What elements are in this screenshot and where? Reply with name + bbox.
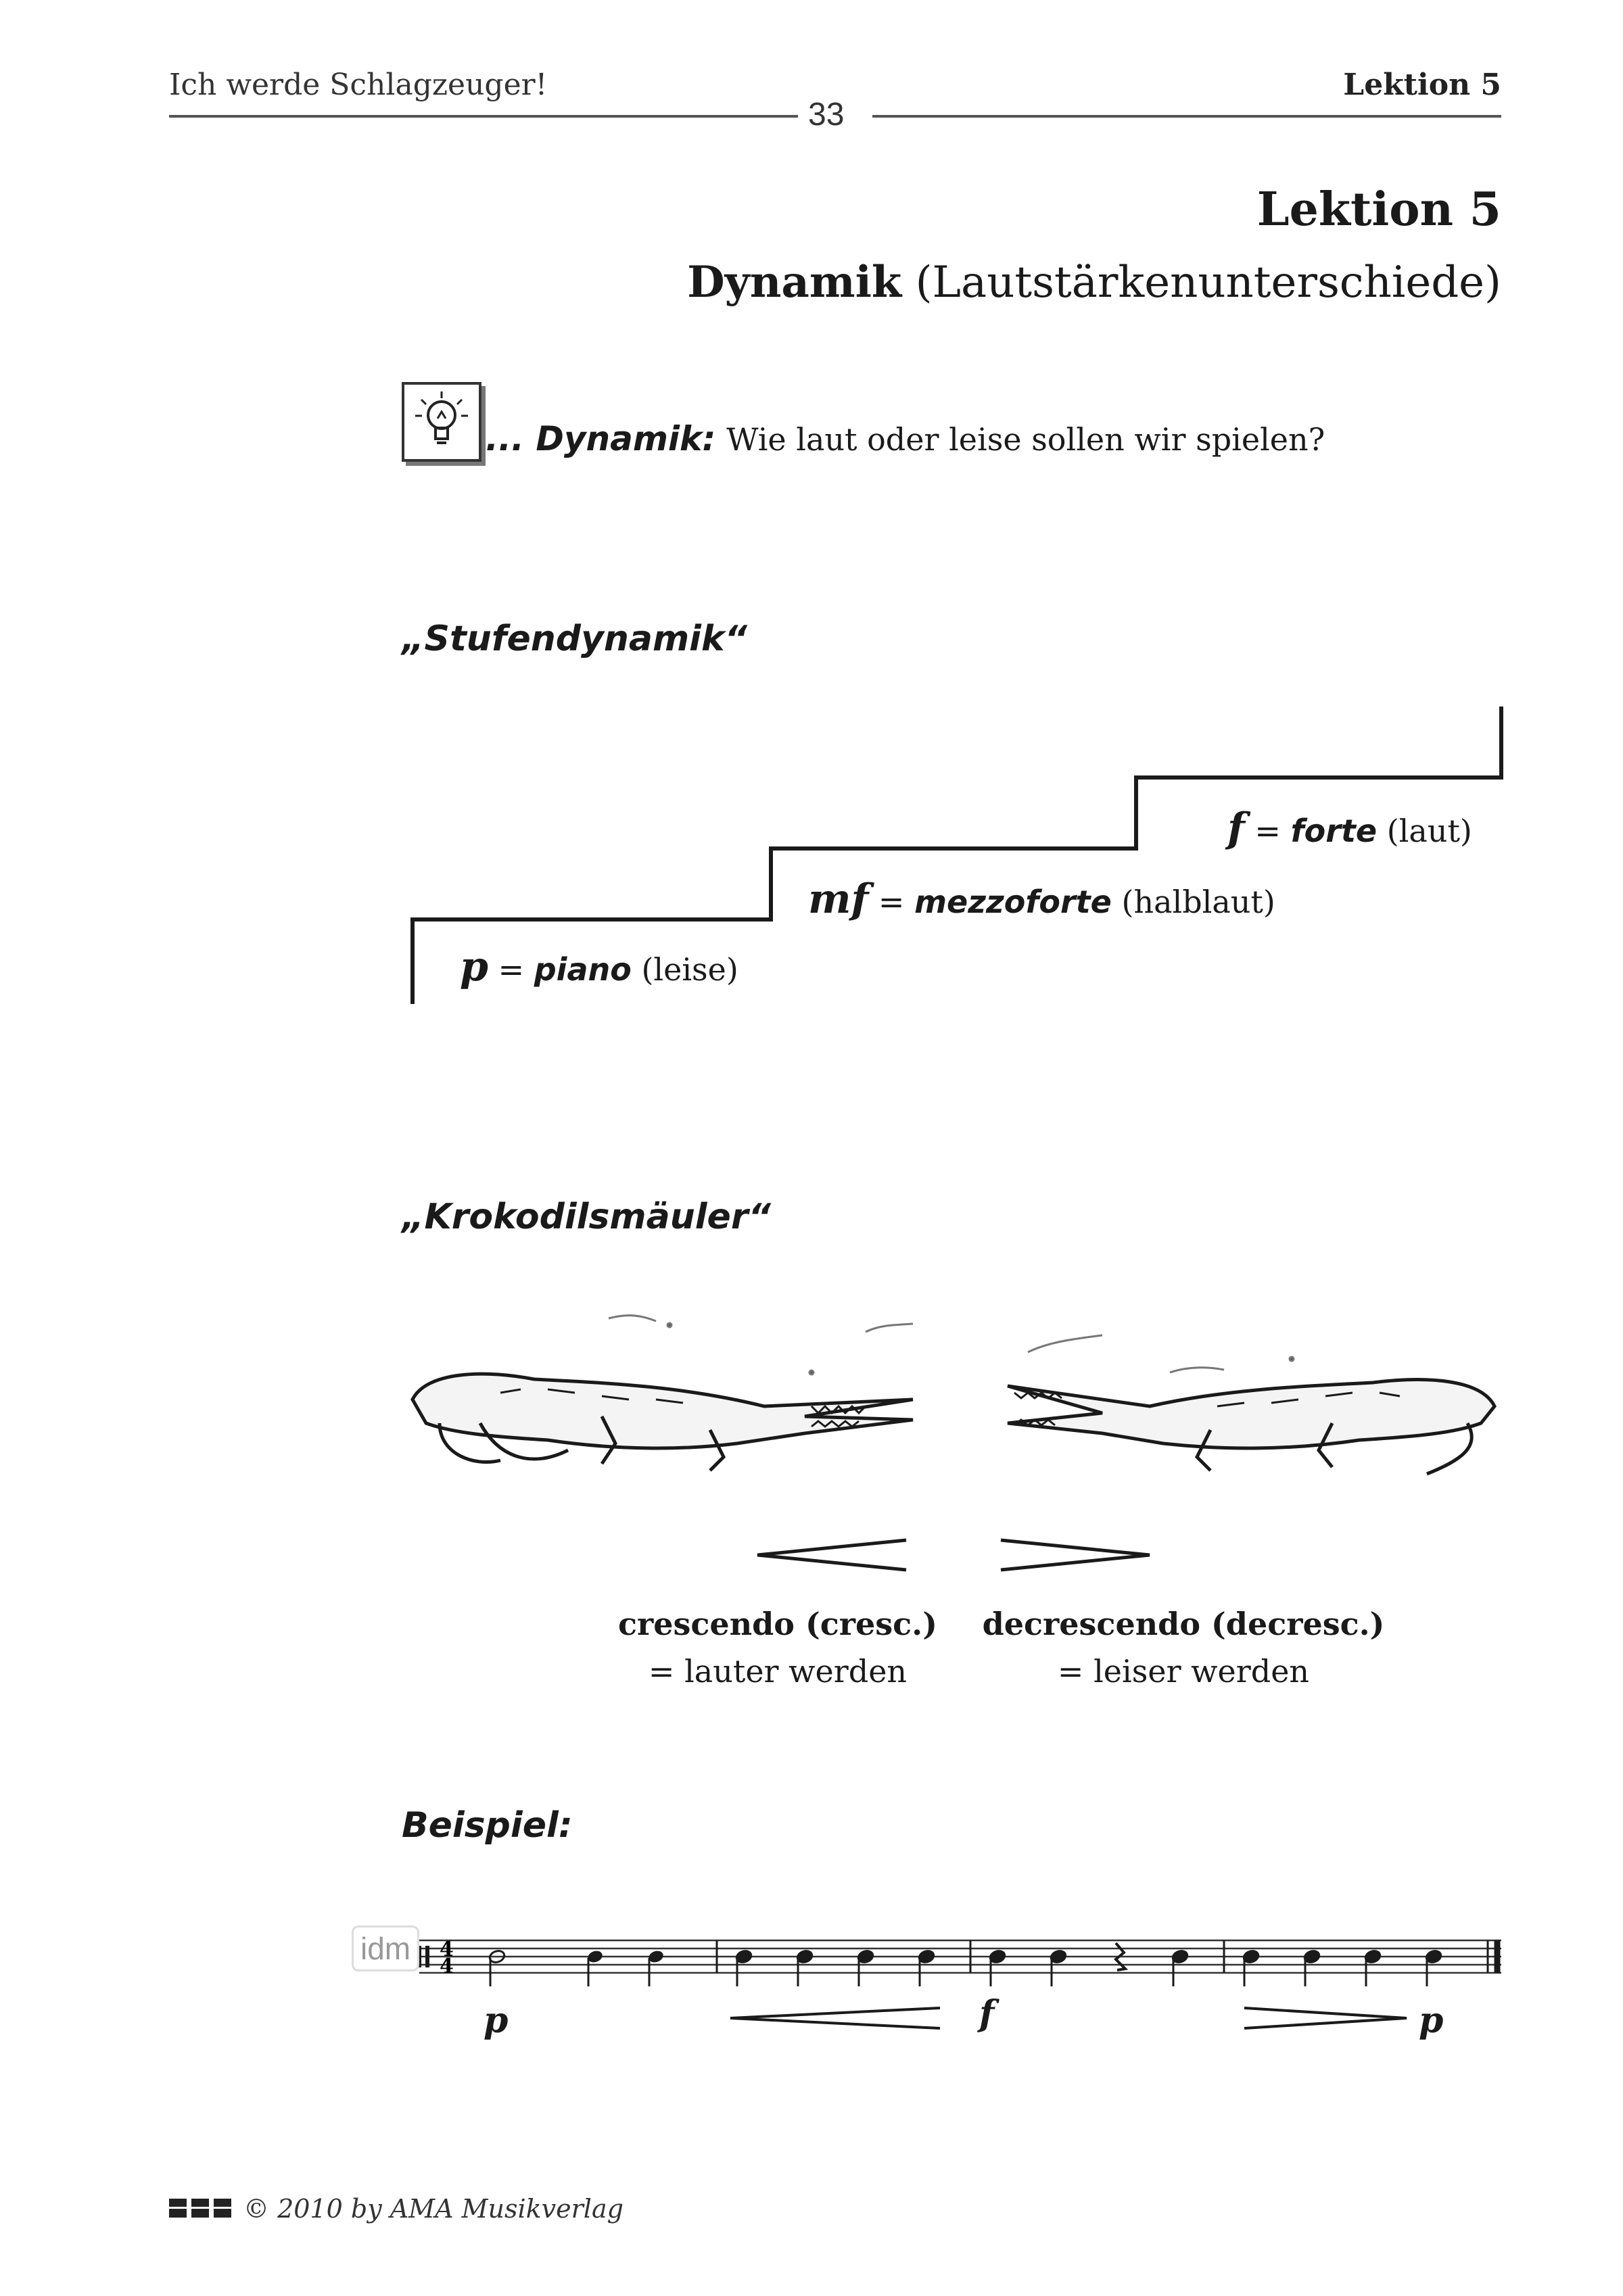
lightbulb-icon [402, 382, 481, 462]
header-rule-right [872, 115, 1501, 118]
crocodile-right-icon [1008, 1380, 1495, 1474]
equals-sign: = [868, 884, 915, 920]
copyright: © 2010 by AMA Musikverlag [243, 2194, 624, 2224]
header-lesson-ref: Lektion 5 [1343, 68, 1501, 102]
motion-lines-icon [609, 1316, 1294, 1374]
desc-forte: (laut) [1386, 813, 1472, 849]
decrescendo-meaning: = leiser werden [1057, 1653, 1310, 1690]
decrescendo-hairpin-icon [994, 1535, 1156, 1575]
book-title: Ich werde Schlagzeuger! [169, 68, 548, 102]
intro-prefix: ... [486, 419, 536, 458]
equals-sign: = [488, 951, 534, 988]
crescendo-meaning: = lauter werden [648, 1653, 908, 1690]
score-decrescendo-hairpin [1244, 2008, 1407, 2028]
name-piano: piano [534, 951, 632, 988]
crocodile-left-icon [413, 1374, 913, 1470]
page-number: 33 [808, 97, 845, 133]
music-staff [406, 1913, 1515, 2062]
decrescendo-label: decrescendo (decresc.) [982, 1606, 1385, 1642]
ama-logo [169, 2199, 231, 2218]
beispiel-heading: Beispiel: [402, 1805, 573, 1846]
name-mezzoforte: mezzoforte [914, 884, 1112, 920]
step-mezzoforte [808, 876, 1275, 923]
step-piano [460, 943, 738, 990]
svg-text:4: 4 [440, 1938, 454, 1961]
lesson-subtitle [687, 257, 1501, 308]
svg-text:4: 4 [440, 1955, 454, 1978]
symbol-mf: mf [808, 876, 869, 923]
desc-mezzoforte: (halblaut) [1121, 884, 1275, 920]
subtitle-topic: Dynamik [687, 257, 902, 308]
name-forte: forte [1290, 813, 1378, 849]
symbol-p: p [460, 943, 488, 990]
header-rule-left [169, 115, 798, 118]
crescendo-hairpin-icon [751, 1535, 913, 1575]
desc-piano: (leise) [641, 951, 738, 988]
watermark: idm [352, 1926, 419, 1971]
score-dynamic-p-end: p [1419, 2000, 1444, 2041]
step-forte [1227, 805, 1472, 852]
intro-question: Wie laut oder leise sollen wir spielen? [726, 421, 1325, 458]
subtitle-explanation: (Lautstärkenunterschiede) [915, 258, 1501, 308]
lesson-title: Lektion 5 [1256, 183, 1501, 237]
intro-text [486, 419, 1325, 458]
measure-4 [1242, 1949, 1442, 1986]
crescendo-label: crescendo (cresc.) [618, 1606, 937, 1642]
score-dynamic-f: f [979, 1993, 995, 2034]
krokodile-heading: „Krokodilsmäuler“ [402, 1197, 771, 1237]
intro-term: Dynamik: [536, 419, 716, 458]
score-crescendo-hairpin [730, 2008, 940, 2028]
equals-sign: = [1244, 813, 1291, 849]
crocodile-illustrations [399, 1305, 1515, 1521]
score-dynamic-p-start: p [484, 2000, 509, 2041]
measure-1 [488, 1949, 665, 1986]
stufendynamik-heading: „Stufendynamik“ [402, 619, 748, 659]
measure-2 [735, 1949, 935, 1986]
symbol-f: f [1227, 805, 1245, 852]
